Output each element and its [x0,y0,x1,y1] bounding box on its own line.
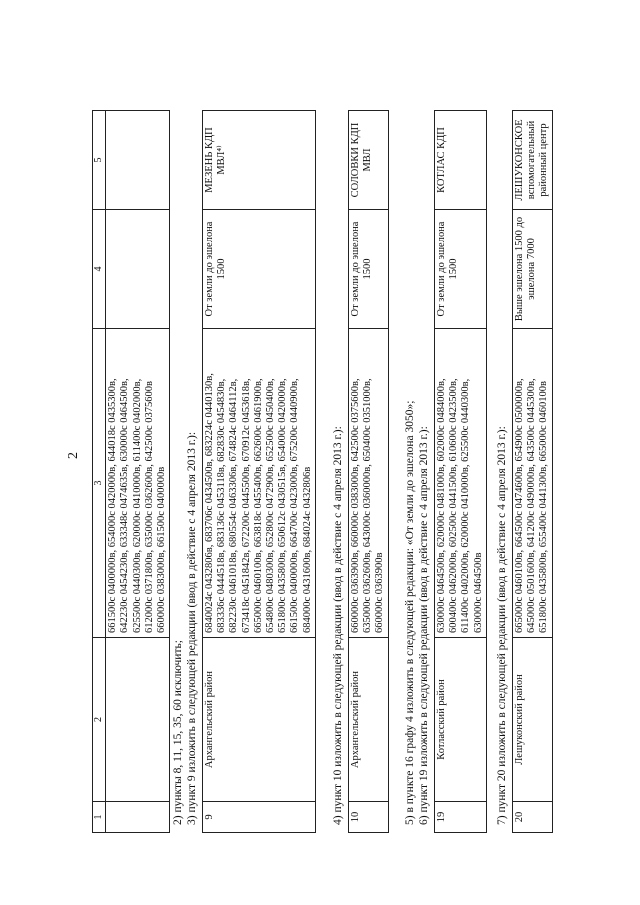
unit-cell: СОЛОВКИ КДП МВЛ [349,111,389,210]
coordinates-cell [513,329,553,638]
coordinate-line: 651800с 0435800в, 650612с 0430515в, 654000с 0420000в, [277,378,289,633]
coordinate-line: 630000с 0464500в [472,552,484,633]
coordinate-line: 645000с 0501600в, 641200с 0490000в, 643500с 0445300в, [526,378,538,633]
coordinate-line: 625500с 0440300в, 620000с 0410000в, 611400с 0402000в, [131,378,143,633]
table-row [435,111,487,833]
page-number: 2 [66,452,81,459]
coordinate-line: 684000с 0431600в, 684024с 0432806в [301,466,313,633]
unit-cell [106,111,170,210]
instruction-7: 7) пункт 20 изложить в следующей редакции (ввод в действие с 4 апреля 2013 г.): [496,426,508,825]
table-row [513,111,553,833]
unit-cell: ЛЕШУКОНСКОЕ вспомогательный районный центр [513,111,553,210]
unit-cell: МЕЗЕНЬ КДП МВЛ⁴⁾ [203,111,316,210]
coordinate-line: 673418с 0451842в, 672200с 0445500в, 670912с 0453618в, [240,378,252,633]
coordinate-line: 665000с 0460100в, 664500с 0474600в, 654900с 0500000в, [514,378,525,633]
coordinate-line: 635000с 0362600в, 643000с 0360000в, 650400с 0351000в, [362,378,374,633]
header-col-4: 4 [93,210,106,329]
row-number-cell [106,802,170,833]
coordinates-cell [435,329,487,638]
coordinate-line: 611400с 0402000в, 620000с 0410000в, 625500с 0440300в, [460,378,472,633]
coordinates-cell [349,329,389,638]
coordinate-line: 642230с 0454230в, 633348с 0474635в, 630000с 0464500в, [119,378,131,633]
instruction-4: 4) пункт 10 изложить в следующей редакции (ввод в действие с 4 апреля 2013 г.): [332,426,344,825]
coordinate-line: 630000с 0464500в, 620000с 0481000в, 602000с 0484000в, [436,378,447,633]
header-col-3: 3 [93,329,106,638]
table-row [203,111,316,833]
continued-table [92,110,170,833]
row-number-cell: 19 [435,802,487,833]
district-cell [106,638,170,802]
coordinate-line: 660000с 0383000в, 661500с 0400000в [156,466,168,633]
row-number-cell: 9 [203,802,316,833]
coordinate-line: 683336с 0444518в, 683136с 0453118в, 682830с 0454830в, [216,378,228,633]
altitude-cell: От земли до эшелона 1500 [435,210,487,329]
altitude-cell [106,210,170,329]
row-9-table [202,110,316,833]
coordinate-line: 682230с 0461018в, 680554с 0463306в, 674824с 0464112в, [228,378,240,633]
row-19-table [434,110,487,833]
altitude-cell: Выше эшелона 1500 до эшелона 7000 [513,210,553,329]
instruction-3: 3) пункт 9 изложить в следующей редакции (ввод в действие с 4 апреля 2013 г.): [186,431,198,825]
unit-cell: КОТЛАС КДП [435,111,487,210]
district-cell: Лешуконский район [513,638,553,802]
header-col-1: 1 [93,802,106,833]
header-col-2: 2 [93,638,106,802]
coordinate-line: 660000с 0363900в, 660000с 0383000в, 642500с 0375600в, [350,378,361,633]
table-row [106,111,170,833]
coordinate-line: 661500с 0400000в, 664700с 0423000в, 675200с 0440900в, [289,378,301,633]
coordinate-line: 600400с 0462000в, 602500с 0441500в, 610600с 0423500в, [448,378,460,633]
coordinate-line: 665000с 0460100в, 663818с 0455400в, 662600с 0461900в, [252,378,264,633]
row-number-cell: 10 [349,802,389,833]
coordinate-line: 661500с 0400000в, 654000с 0420000в, 644018с 0435300в, [107,378,119,633]
coordinates-cell [203,329,316,638]
row-number-cell: 20 [513,802,553,833]
header-row [93,111,106,833]
instruction-2: 2) пункты 8, 11, 15, 35, 60 исключить; [172,640,184,825]
coordinate-line: 654800с 0480300в, 652800с 0472900в, 652500с 0450400в, [265,378,277,633]
coordinates-cell [106,329,170,638]
district-cell: Котласский район [435,638,487,802]
row-10-table [348,110,389,833]
altitude-cell: От земли до эшелона 1500 [203,210,316,329]
instruction-6: 6) пункт 19 изложить в следующей редакции (ввод в действие с 4 апреля 2013 г.): [418,426,430,825]
coordinate-line: 660000с 0363900в [374,552,386,633]
table-row [349,111,389,833]
header-col-5: 5 [93,111,106,210]
row-20-table [512,110,553,833]
district-cell: Архангельский район [203,638,316,802]
instruction-5: 5) в пункте 16 графу 4 изложить в следующей редакции: «От земли до эшелона 3050»; [404,400,416,825]
altitude-cell: От земли до эшелона 1500 [349,210,389,329]
coordinate-line: 651800с 0435800в, 655400с 0441300в, 665000с 0460100в [538,381,550,633]
coordinate-line: 612000с 0371800в, 635000с 0362600в, 642500с 0375600в [143,381,155,633]
district-cell: Архангельский район [349,638,389,802]
coordinate-line: 6840024с 0432806в, 683706с 0434500в, 683224с 0440130в, [204,373,215,633]
